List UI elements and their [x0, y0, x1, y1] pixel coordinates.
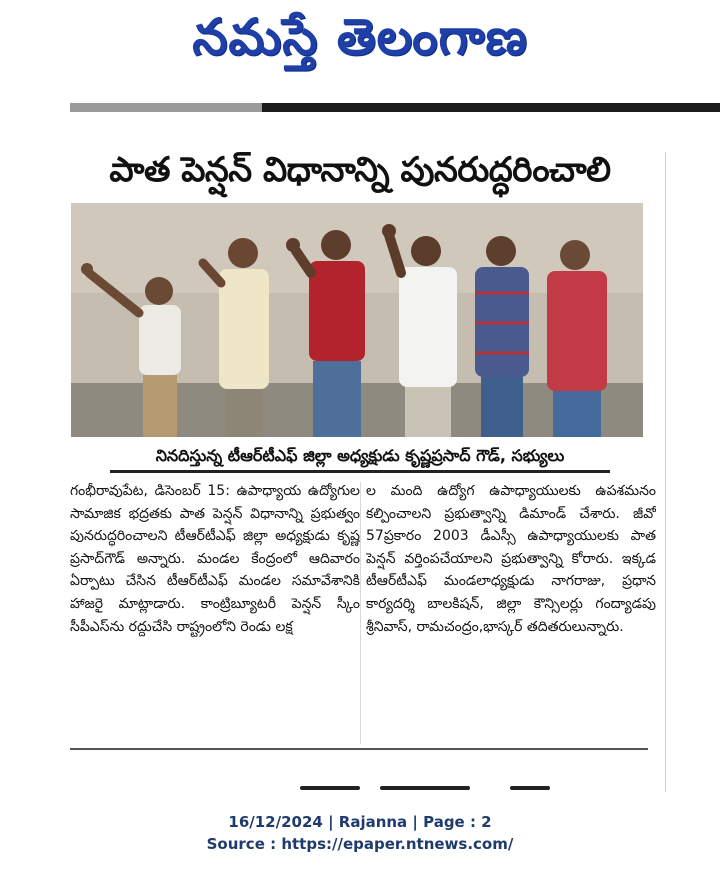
article-body-column-left [70, 480, 360, 742]
article-photo [71, 203, 643, 437]
article-headline: పాత పెన్షన్ విధానాన్ని పునరుద్ధరించాలి [109, 150, 611, 190]
newspaper-logo: నమస్తే తెలంగాణ [192, 8, 528, 66]
source-link[interactable]: Source : https://epaper.ntnews.com/ [206, 835, 514, 853]
photo-caption: నినదిస్తున్న టీఆర్‌టీఎఫ్ జిల్లా అధ్యక్షుడు కృష్ణప్రసాద్ గౌడ్, సభ్యులు [110, 443, 610, 473]
masthead-rule-gray [70, 103, 262, 112]
body-paragraph-left: గంభీరావుపేట, డిసెంబర్ 15: ఉపాధ్యాయ ఉద్యోగుల సామాజిక భద్రతకు పాత పెన్షన్ విధానాన్ని ప్రభుత్వం పునరుద్ధరించాలని టీఆర్‌టీఎఫ్ జిల్లా అధ్యక్షుడు కృష్ణ ప్రసాద్‌గౌడ్ అన్నారు. మండల కేంద్రంలో ఆదివారం ఏర్పాటు చేసిన టీఆర్‌టీఎఫ్ మండల సమావేశానికి హాజరై మాట్లాడారు. కాంట్రిబ్యూటరీ పెన్షన్ స్కీం సీపీఎస్‌ను రద్దుచేసి రాష్ట్రంలోని రెండు లక్ష [70, 483, 360, 635]
body-paragraph-right: ల మంది ఉద్యోగ ఉపాధ్యాయులకు ఉపశమనం కల్పించాలని ప్రభుత్వాన్ని డిమాండ్ చేశారు. జీవో 57ప్రకారం 2003 డీఎస్సీ ఉపాధ్యాయులకు పాత పెన్షన్ వర్తింపచేయాలని ప్రభుత్వాన్ని కోరారు. ఇక్కడ టీఆర్‌టీఎఫ్ మండలాధ్యక్షుడు నాగరాజు, ప్రధాన కార్యదర్శి బాలకిషన్, జిల్లా కౌన్సిలర్లు గంద్యాడపు శ్రీనివాస్, రామచంద్రం,భాస్కర్ తదితరులున్నారు. [366, 483, 656, 635]
masthead-rule-black [262, 103, 720, 112]
edition-info: 16/12/2024 | Rajanna | Page : 2 [228, 813, 492, 831]
article-body-column-right [366, 480, 656, 742]
article-bottom-rule [70, 748, 648, 750]
next-article-fragment [300, 786, 560, 792]
column-separator [360, 482, 361, 744]
masthead [0, 0, 720, 100]
group-photo-illustration [71, 203, 643, 437]
column-divider-right [665, 152, 666, 792]
